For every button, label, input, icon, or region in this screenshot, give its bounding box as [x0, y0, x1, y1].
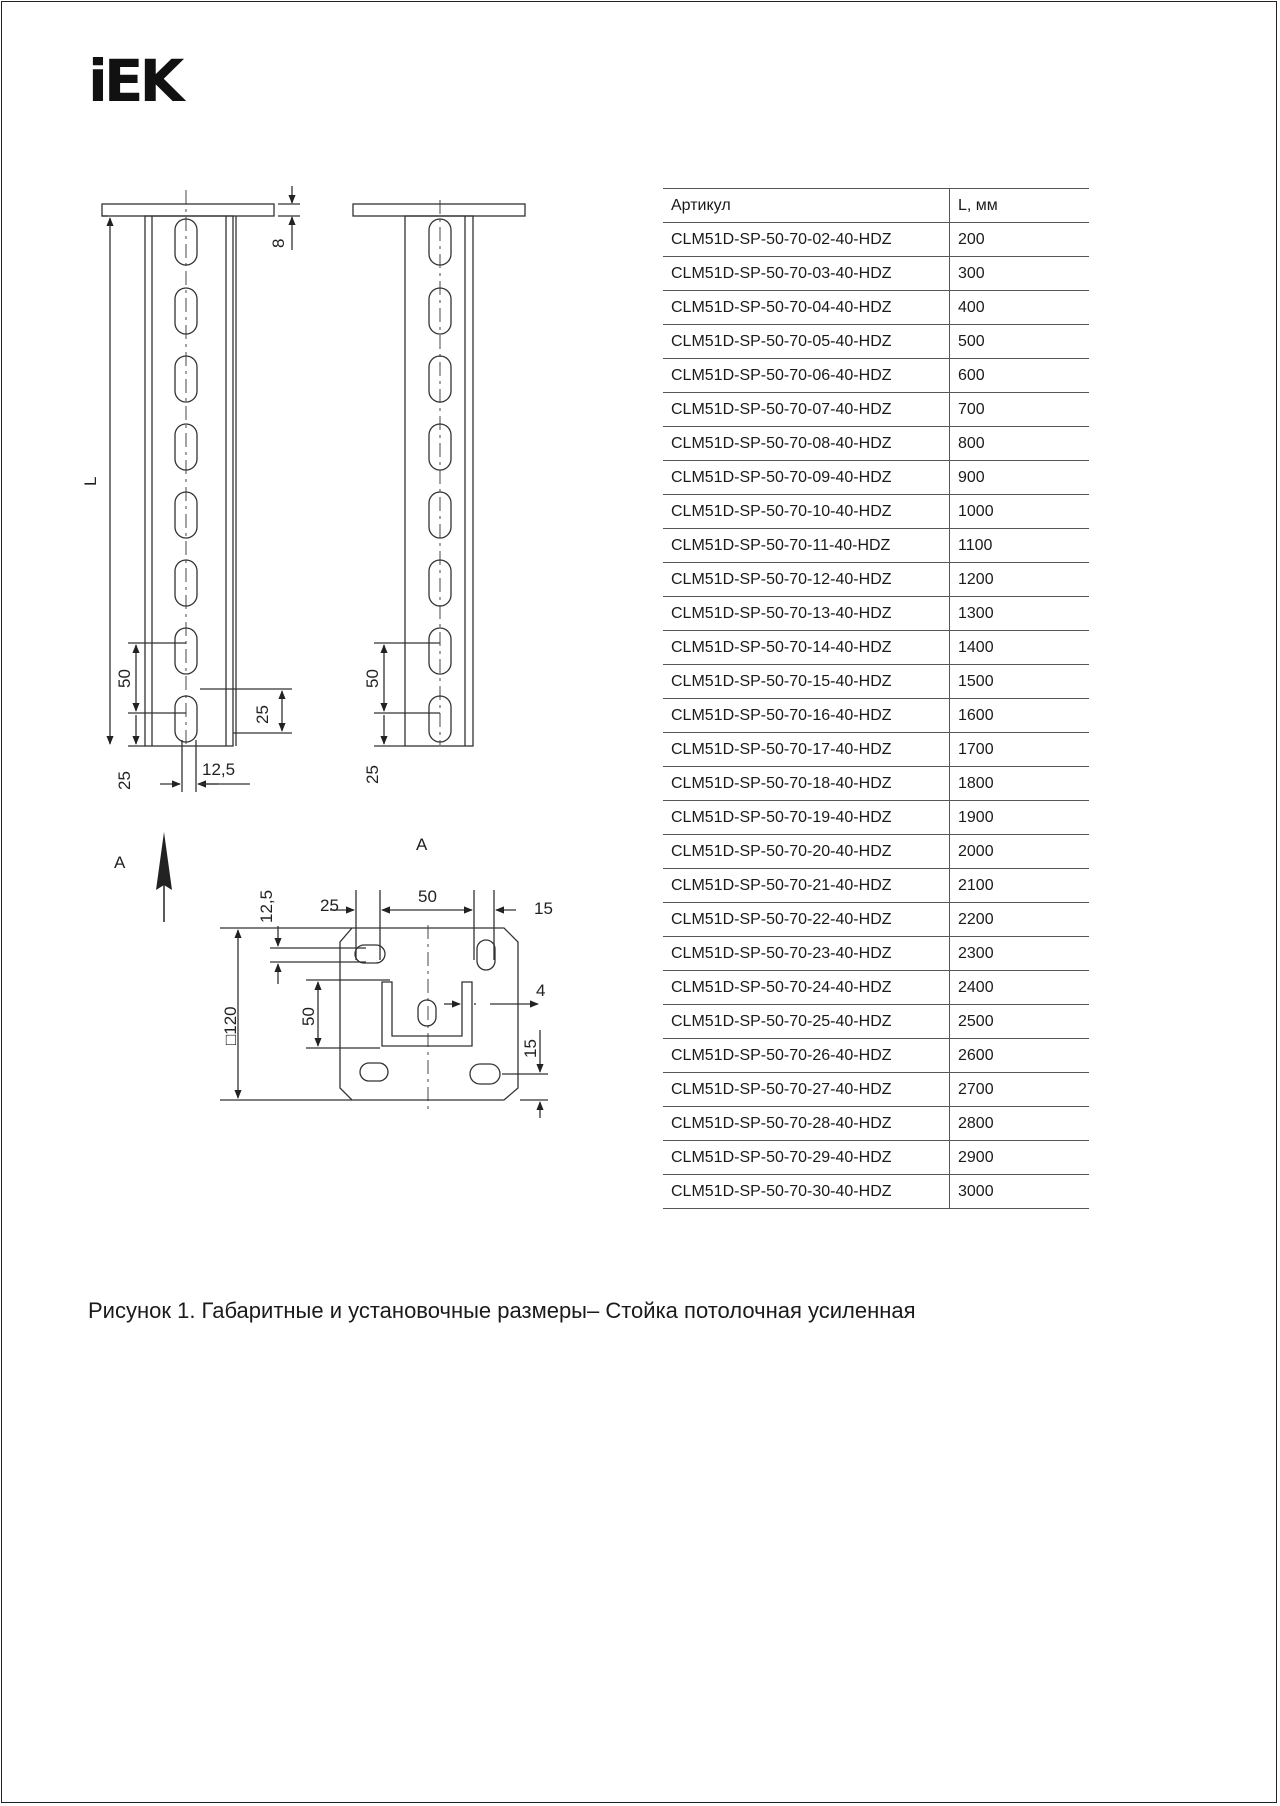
table-row — [663, 1107, 1089, 1141]
cell-length: 1900 — [950, 801, 1090, 835]
cell-article: CLM51D-SP-50-70-04-40-HDZ — [663, 291, 950, 325]
slot-top-right — [477, 940, 495, 970]
dim-profile-thickness: 4 — [536, 981, 546, 1000]
table-row — [663, 869, 1089, 903]
header-length: L, мм — [950, 189, 1090, 223]
cell-article: CLM51D-SP-50-70-12-40-HDZ — [663, 563, 950, 597]
cell-length: 1600 — [950, 699, 1090, 733]
cell-length: 500 — [950, 325, 1090, 359]
cell-length: 2200 — [950, 903, 1090, 937]
table-row — [663, 699, 1089, 733]
dim-slot-offset: 25 — [253, 705, 272, 724]
table-row — [663, 801, 1089, 835]
cell-length: 2600 — [950, 1039, 1090, 1073]
cell-article: CLM51D-SP-50-70-08-40-HDZ — [663, 427, 950, 461]
cell-article: CLM51D-SP-50-70-16-40-HDZ — [663, 699, 950, 733]
view-arrow — [156, 832, 172, 922]
table-row — [663, 1039, 1089, 1073]
cell-article: CLM51D-SP-50-70-22-40-HDZ — [663, 903, 950, 937]
cell-length: 2300 — [950, 937, 1090, 971]
profile-section — [382, 982, 472, 1046]
table-row — [663, 903, 1089, 937]
cell-article: CLM51D-SP-50-70-09-40-HDZ — [663, 461, 950, 495]
cell-length: 1100 — [950, 529, 1090, 563]
cell-length: 800 — [950, 427, 1090, 461]
table-body — [663, 223, 1089, 1209]
cell-length: 1800 — [950, 767, 1090, 801]
cell-article: CLM51D-SP-50-70-03-40-HDZ — [663, 257, 950, 291]
cell-article: CLM51D-SP-50-70-19-40-HDZ — [663, 801, 950, 835]
dim-slot-width: 12,5 — [202, 760, 236, 779]
cell-length: 1400 — [950, 631, 1090, 665]
cell-article: CLM51D-SP-50-70-20-40-HDZ — [663, 835, 950, 869]
cell-article: CLM51D-SP-50-70-23-40-HDZ — [663, 937, 950, 971]
front-view — [102, 186, 300, 792]
cell-length: 3000 — [950, 1175, 1090, 1209]
dim-plate-vertical: 50 — [299, 1007, 318, 1026]
cell-article: CLM51D-SP-50-70-26-40-HDZ — [663, 1039, 950, 1073]
table-row — [663, 223, 1089, 257]
table-row — [663, 631, 1089, 665]
cell-article: CLM51D-SP-50-70-02-40-HDZ — [663, 223, 950, 257]
dim-side-bottom-offset: 25 — [363, 765, 382, 784]
table-row — [663, 359, 1089, 393]
dim-plate-left-offset: 25 — [320, 896, 339, 915]
dim-plate-size: □120 — [221, 1006, 240, 1045]
front-flange — [102, 204, 274, 216]
base-plate — [340, 928, 518, 1100]
cell-length: 2500 — [950, 1005, 1090, 1039]
table-row — [663, 529, 1089, 563]
cell-length: 200 — [950, 223, 1090, 257]
cell-length: 600 — [950, 359, 1090, 393]
cell-article: CLM51D-SP-50-70-25-40-HDZ — [663, 1005, 950, 1039]
cell-article: CLM51D-SP-50-70-29-40-HDZ — [663, 1141, 950, 1175]
dim-length-label: L — [81, 476, 100, 486]
figure-caption: Рисунок 1. Габаритные и установочные размеры– Стойка потолочная усиленная — [88, 1298, 916, 1323]
table-row — [663, 733, 1089, 767]
base-plate-view — [220, 890, 548, 1118]
cell-article: CLM51D-SP-50-70-15-40-HDZ — [663, 665, 950, 699]
cell-article: CLM51D-SP-50-70-14-40-HDZ — [663, 631, 950, 665]
table-row — [663, 427, 1089, 461]
cell-article: CLM51D-SP-50-70-24-40-HDZ — [663, 971, 950, 1005]
table-row — [663, 971, 1089, 1005]
dim-plate-slot-height: 12,5 — [257, 889, 276, 923]
view-label-arrow: A — [114, 853, 126, 872]
slot-center — [418, 1000, 436, 1026]
table-row — [663, 325, 1089, 359]
dim-flange-thickness: 8 — [269, 238, 288, 248]
header-article: Артикул — [663, 189, 950, 223]
cell-article: CLM51D-SP-50-70-11-40-HDZ — [663, 529, 950, 563]
view-label-section: A — [416, 835, 428, 854]
table-row — [663, 665, 1089, 699]
table-row — [663, 1141, 1089, 1175]
cell-article: CLM51D-SP-50-70-21-40-HDZ — [663, 869, 950, 903]
table-row — [663, 1073, 1089, 1107]
table-row — [663, 461, 1089, 495]
cell-length: 1700 — [950, 733, 1090, 767]
cell-length: 900 — [950, 461, 1090, 495]
front-profile — [145, 216, 233, 746]
cell-length: 2400 — [950, 971, 1090, 1005]
dim-bottom-offset: 25 — [115, 771, 134, 790]
table-row — [663, 835, 1089, 869]
cell-length: 2900 — [950, 1141, 1090, 1175]
dim-plate-hole-spacing: 50 — [418, 887, 437, 906]
spec-table — [663, 188, 1089, 1209]
table-row — [663, 937, 1089, 971]
cell-length: 1000 — [950, 495, 1090, 529]
table-row — [663, 1005, 1089, 1039]
cell-length: 300 — [950, 257, 1090, 291]
cell-article: CLM51D-SP-50-70-30-40-HDZ — [663, 1175, 950, 1209]
dim-plate-bottom-offset: 15 — [521, 1039, 540, 1058]
table-header-row — [663, 189, 1089, 223]
cell-article: CLM51D-SP-50-70-28-40-HDZ — [663, 1107, 950, 1141]
cell-article: CLM51D-SP-50-70-05-40-HDZ — [663, 325, 950, 359]
table-row — [663, 1175, 1089, 1209]
side-view — [353, 200, 525, 746]
table-row — [663, 767, 1089, 801]
cell-length: 1300 — [950, 597, 1090, 631]
side-flange — [353, 204, 525, 216]
cell-length: 2800 — [950, 1107, 1090, 1141]
dim-slot-pitch: 50 — [115, 669, 134, 688]
cell-length: 1200 — [950, 563, 1090, 597]
cell-length: 2000 — [950, 835, 1090, 869]
table-row — [663, 597, 1089, 631]
table-row — [663, 291, 1089, 325]
cell-article: CLM51D-SP-50-70-17-40-HDZ — [663, 733, 950, 767]
cell-article: CLM51D-SP-50-70-07-40-HDZ — [663, 393, 950, 427]
cell-article: CLM51D-SP-50-70-10-40-HDZ — [663, 495, 950, 529]
cell-length: 1500 — [950, 665, 1090, 699]
cell-article: CLM51D-SP-50-70-27-40-HDZ — [663, 1073, 950, 1107]
slot-bottom-left — [360, 1063, 388, 1081]
cell-length: 400 — [950, 291, 1090, 325]
cell-article: CLM51D-SP-50-70-06-40-HDZ — [663, 359, 950, 393]
table-row — [663, 495, 1089, 529]
cell-length: 2700 — [950, 1073, 1090, 1107]
table-row — [663, 393, 1089, 427]
slot-bottom-right — [470, 1064, 500, 1084]
table-row — [663, 257, 1089, 291]
cell-article: CLM51D-SP-50-70-13-40-HDZ — [663, 597, 950, 631]
logo-text: iEK — [88, 47, 181, 115]
cell-length: 700 — [950, 393, 1090, 427]
dim-side-slot-pitch: 50 — [363, 669, 382, 688]
table-row — [663, 563, 1089, 597]
dim-plate-right-offset: 15 — [534, 899, 553, 918]
cell-length: 2100 — [950, 869, 1090, 903]
side-profile — [405, 216, 473, 746]
cell-article: CLM51D-SP-50-70-18-40-HDZ — [663, 767, 950, 801]
